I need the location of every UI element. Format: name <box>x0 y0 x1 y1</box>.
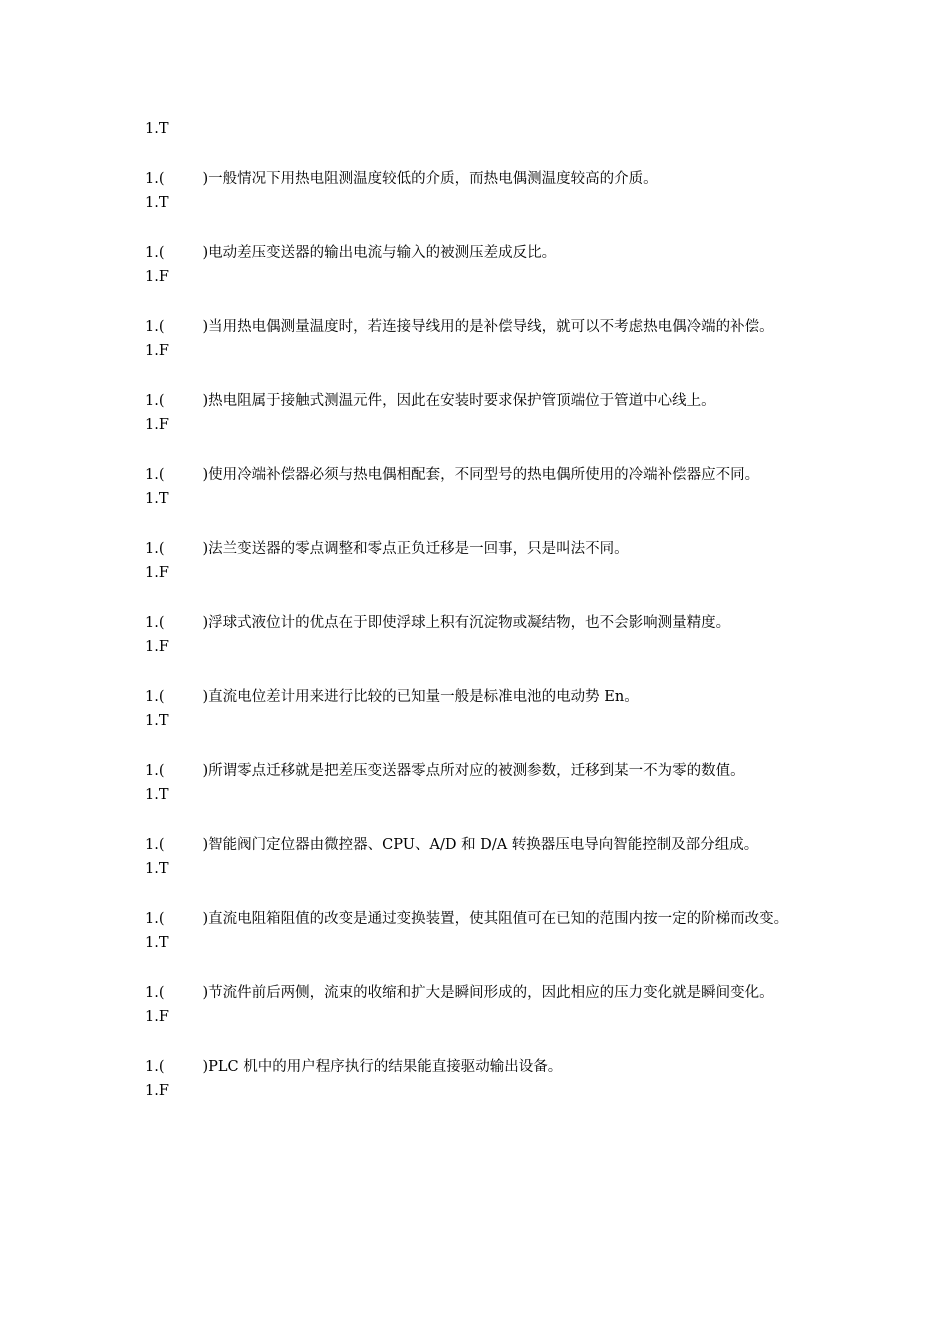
question-item <box>145 685 810 733</box>
question-item <box>145 1055 810 1103</box>
answer-key: 1.F <box>145 1083 169 1099</box>
question-line <box>145 315 810 339</box>
blank-close-paren: ) <box>202 837 209 853</box>
question-text: PLC 机中的用户程序执行的结果能直接驱动输出设备。 <box>208 1059 563 1075</box>
blank-close-paren: ) <box>202 171 209 187</box>
question-number: 1.( <box>145 319 165 335</box>
question-line <box>145 759 810 783</box>
question-line <box>145 167 810 191</box>
answer-key: 1.T <box>145 935 169 951</box>
question-number: 1.( <box>145 837 165 853</box>
question-line <box>145 463 810 487</box>
question-line <box>145 241 810 265</box>
question-number: 1.( <box>145 467 165 483</box>
question-item <box>145 611 810 659</box>
question-text: 浮球式液位计的优点在于即使浮球上积有沉淀物或凝结物，也不会影响测量精度。 <box>208 615 731 631</box>
question-text-block <box>145 315 810 339</box>
question-text-block <box>145 537 810 561</box>
question-item <box>145 759 810 807</box>
question-text: 智能阀门定位器由微控器、CPU、A/D 和 D/A 转换器压电导向智能控制及部分组成。 <box>208 837 759 853</box>
question-number: 1.( <box>145 1059 165 1075</box>
question-text-block <box>145 389 810 413</box>
question-item <box>145 241 810 289</box>
blank-close-paren: ) <box>202 245 209 261</box>
question-item <box>145 833 810 881</box>
question-text: 法兰变送器的零点调整和零点正负迁移是一回事，只是叫法不同。 <box>208 541 629 557</box>
leading-answer: 1.T <box>145 121 169 137</box>
blank-close-paren: ) <box>202 467 209 483</box>
answer-key: 1.T <box>145 491 169 507</box>
answer-key: 1.F <box>145 565 169 581</box>
answer-key: 1.F <box>145 269 169 285</box>
question-text: 热电阻属于接触式测温元件，因此在安装时要求保护管顶端位于管道中心线上。 <box>208 393 716 409</box>
question-line <box>145 907 810 931</box>
answer-key: 1.F <box>145 417 169 433</box>
question-list <box>145 167 810 1103</box>
blank-close-paren: ) <box>202 763 209 779</box>
blank-close-paren: ) <box>202 911 209 927</box>
document-page <box>145 117 810 1129</box>
question-number: 1.( <box>145 615 165 631</box>
question-text: 电动差压变送器的输出电流与输入的被测压差成反比。 <box>208 245 557 261</box>
question-item <box>145 907 810 955</box>
question-item <box>145 463 810 511</box>
question-number: 1.( <box>145 393 165 409</box>
answer-key: 1.F <box>145 1009 169 1025</box>
question-line <box>145 833 810 857</box>
blank-close-paren: ) <box>202 615 209 631</box>
question-item <box>145 167 810 215</box>
question-text: 节流件前后两侧，流束的收缩和扩大是瞬间形成的，因此相应的压力变化就是瞬间变化。 <box>208 985 774 1001</box>
answer-key: 1.T <box>145 713 169 729</box>
blank-close-paren: ) <box>202 1059 209 1075</box>
question-item <box>145 537 810 585</box>
question-text-block <box>145 685 810 709</box>
question-text-block <box>145 833 810 857</box>
question-number: 1.( <box>145 541 165 557</box>
question-text-block <box>145 463 810 487</box>
question-text: 当用热电偶测量温度时，若连接导线用的是补偿导线，就可以不考虑热电偶冷端的补偿。 <box>208 319 774 335</box>
question-text-block <box>145 1055 810 1079</box>
question-number: 1.( <box>145 985 165 1001</box>
blank-close-paren: ) <box>202 393 209 409</box>
answer-key: 1.F <box>145 343 169 359</box>
question-text-block <box>145 611 810 635</box>
question-text-block <box>145 907 810 931</box>
answer-key: 1.T <box>145 787 169 803</box>
answer-key: 1.T <box>145 195 169 211</box>
question-item <box>145 981 810 1029</box>
question-number: 1.( <box>145 689 165 705</box>
question-text: 一般情况下用热电阻测温度较低的介质，而热电偶测温度较高的介质。 <box>208 171 658 187</box>
blank-close-paren: ) <box>202 689 209 705</box>
question-text: 所谓零点迁移就是把差压变送器零点所对应的被测参数，迁移到某一不为零的数值。 <box>208 763 745 779</box>
blank-close-paren: ) <box>202 985 209 1001</box>
blank-close-paren: ) <box>202 319 209 335</box>
question-item <box>145 389 810 437</box>
question-item <box>145 315 810 363</box>
question-line <box>145 981 810 1005</box>
answer-key: 1.T <box>145 861 169 877</box>
question-number: 1.( <box>145 245 165 261</box>
question-line <box>145 685 810 709</box>
question-number: 1.( <box>145 911 165 927</box>
question-text: 使用冷端补偿器必须与热电偶相配套，不同型号的热电偶所使用的冷端补偿器应不同。 <box>208 467 760 483</box>
question-line <box>145 537 810 561</box>
question-text-block <box>145 981 810 1005</box>
question-text-block <box>145 759 810 783</box>
question-text-block <box>145 167 810 191</box>
answer-key: 1.F <box>145 639 169 655</box>
blank-close-paren: ) <box>202 541 209 557</box>
question-number: 1.( <box>145 171 165 187</box>
question-text: 直流电位差计用来进行比较的已知量一般是标准电池的电动势 En。 <box>208 689 639 705</box>
question-text: 直流电阻箱阻值的改变是通过变换装置，使其阻值可在已知的范围内按一定的阶梯而改变。 <box>208 911 789 927</box>
question-text-block <box>145 241 810 265</box>
question-line <box>145 389 810 413</box>
question-line <box>145 1055 810 1079</box>
question-line <box>145 611 810 635</box>
question-number: 1.( <box>145 763 165 779</box>
